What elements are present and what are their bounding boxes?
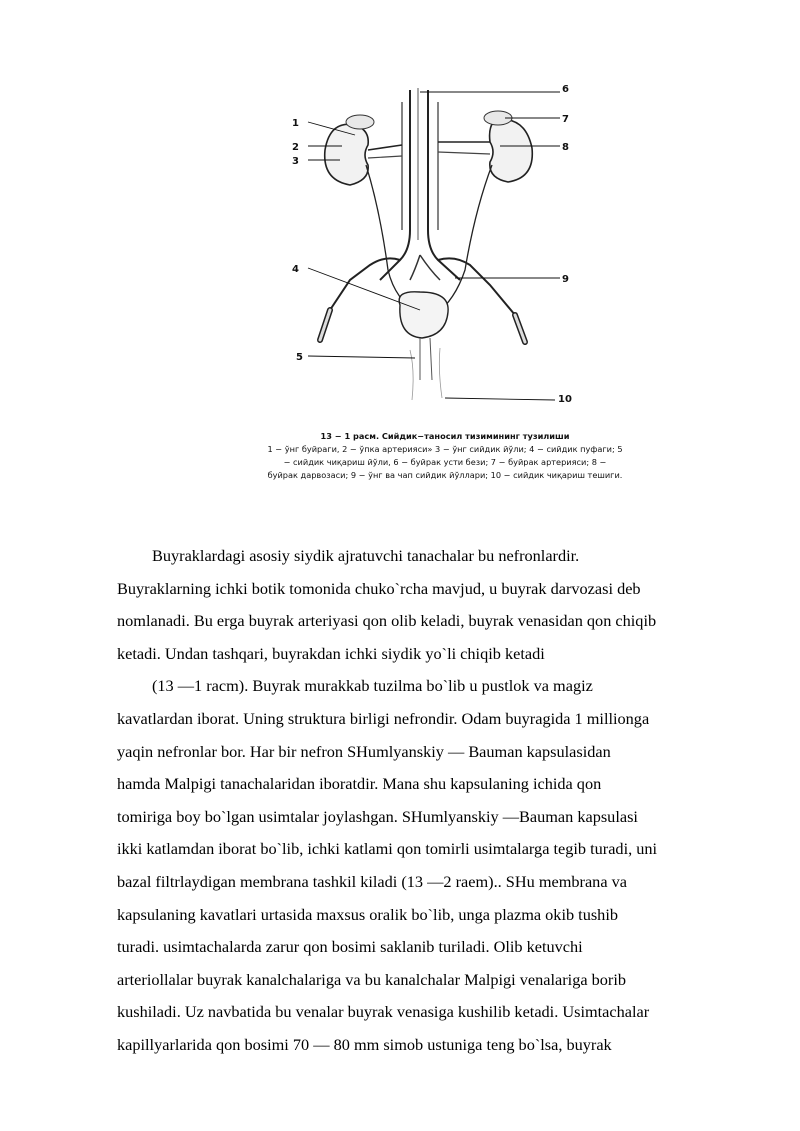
figure-label-10: 10 [558,394,572,405]
text-line: yaqin nefronlar bor. Har bir nefron SHumlyanskiy — Bauman kapsulasidan [117,741,611,761]
figure-label-1: 1 [292,118,299,129]
caption-line: буйрак дарвозаси; 9 − ўнг ва чап сийдик йўллари; 10 − сийдик чиқариш тешиги. [267,470,623,480]
figure-label-6: 6 [562,84,569,95]
figure-caption [210,430,680,482]
text-line: turadi. usimtachalarda zarur qon bosimi saklanib turiladi. Olib ketuvchi [117,937,583,957]
text-line: (13 —1 racm). Buyrak murakkab tuzilma bo`lib u pustlok va magiz [152,676,593,696]
text-line: bazal filtrlaydigan membrana tashkil kiladi (13 —2 raem).. SHu membrana va [117,871,627,891]
text-line: hamda Malpigi tanachalaridan iboratdir. Mana shu kapsulaning ichida qon [117,774,602,794]
figure-label-7: 7 [562,114,569,125]
figure-label-8: 8 [562,142,569,153]
text-line: Buyraklarning ichki botik tomonida chuko`rcha mavjud, u buyrak darvozasi deb [117,578,641,598]
text-line: tomiriga boy bo`lgan usimtalar joylashgan. SHumlyanskiy —Bauman kapsulasi [117,806,638,826]
text-line: kapillyarlarida qon bosimi 70 — 80 mm simob ustuniga teng bo`lsa, buyrak [117,1034,612,1054]
text-line: kushiladi. Uz navbatida bu venalar buyrak venasiga kushilib ketadi. Usimtachalar [117,1002,650,1022]
figure-label-2: 2 [292,142,299,153]
caption-line: 1 − ўнг буйраги, 2 − ўпка артерияси» 3 − ўнг сийдик йўли; 4 − сийдик пуфаги; 5 [267,444,623,454]
caption-title: 13 − 1 расм. Сийдик−таносил тизимининг тузилиши [320,431,570,441]
urinary-system-figure [270,80,590,410]
figure-label-3: 3 [292,156,299,167]
figure-label-5: 5 [296,352,303,363]
text-line: ketadi. Undan tashqari, buyrakdan ichki siydik yo`li chiqib ketadi [117,643,545,663]
figure-label-4: 4 [292,264,299,275]
text-line: kapsulaning kavatlari urtasida maxsus oralik bo`lib, unga plazma okib tushib [117,904,618,924]
text-line: Buyraklardagi asosiy siydik ajratuvchi tanachalar bu nefronlardir. [152,546,580,565]
text-line: kavatlardan iborat. Uning struktura birligi nefrondir. Odam buyragida 1 millionga [117,708,650,728]
text-line: ikki katlamdan iborat bo`lib, ichki katlami qon tomirli usimtalarga tegib turadi, uni [117,839,658,859]
text-line: arteriollalar buyrak kanalchalariga va bu kanalchalar Malpigi venalariga borib [117,969,627,989]
urinary-system-illustration [270,80,590,410]
text-line: nomlanadi. Bu erga buyrak arteriyasi qon olib keladi, buyrak venasidan qon chiqib [117,611,657,631]
caption-line: − сийдик чиқариш йўли, 6 − буйрак усти бези; 7 − буйрак артерияси; 8 − [283,457,607,467]
body-text [117,540,747,1062]
figure-label-9: 9 [562,274,569,285]
